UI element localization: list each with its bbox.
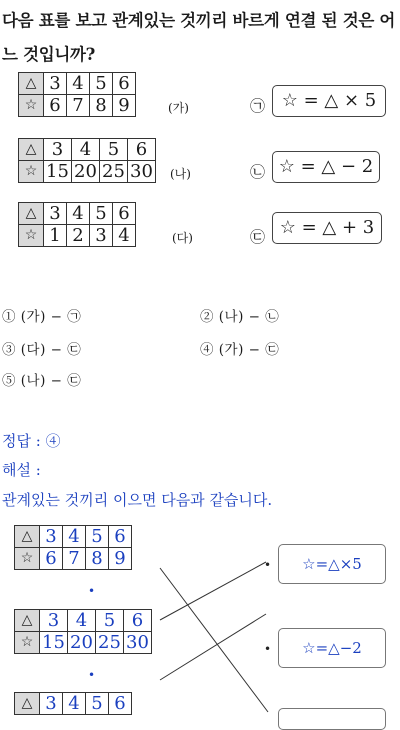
table-cell: 15 <box>40 632 68 654</box>
table-cell: 3 <box>44 203 67 225</box>
table-cell: 5 <box>90 203 113 225</box>
table-cell: 4 <box>67 73 90 95</box>
table-cell: 4 <box>68 610 96 632</box>
formula-mark: ㉡ <box>250 163 266 181</box>
table-cell: 25 <box>96 632 124 654</box>
connector-line <box>160 562 266 620</box>
table-cell: 8 <box>86 548 109 570</box>
triangle-icon: △ <box>15 610 40 632</box>
table-cell: 4 <box>113 225 136 247</box>
table-cell: 5 <box>100 139 128 161</box>
option-5[interactable]: ⑤ (나) − ㉢ <box>2 373 82 389</box>
triangle-icon: △ <box>15 693 40 715</box>
table-cell: 6 <box>44 95 67 117</box>
star-icon: ☆ <box>15 632 40 654</box>
table-cell: 6 <box>40 548 63 570</box>
table-cell: 3 <box>40 526 63 548</box>
table-cell: 9 <box>109 548 132 570</box>
table-cell: 7 <box>63 548 86 570</box>
table-cell: 3 <box>40 610 68 632</box>
formula-box: ☆ = △ − 2 <box>272 151 380 183</box>
table-cell: 6 <box>109 693 132 715</box>
connector-dot: • <box>264 558 272 572</box>
option-2[interactable]: ② (나) − ㉡ <box>200 309 280 325</box>
explanation-label: 해설 : <box>2 461 41 479</box>
table-cell: 5 <box>86 526 109 548</box>
answer-formula-box: ☆=△−2 <box>278 628 386 668</box>
table-cell: 6 <box>124 610 152 632</box>
table-cell: 5 <box>96 610 124 632</box>
table-cell: 20 <box>68 632 96 654</box>
table-cell: 4 <box>63 693 86 715</box>
table-cell: 6 <box>113 73 136 95</box>
table-label: (나) <box>170 167 191 181</box>
formula-mark: ㉠ <box>250 97 266 115</box>
connector-dot: • <box>88 668 96 682</box>
table-cell: 6 <box>113 203 136 225</box>
answer-label: 정답 : ④ <box>2 432 61 450</box>
question-text: 다음 표를 보고 관계있는 것끼리 바르게 연결 된 것은 어느 것입니까? <box>2 11 396 64</box>
table-cell: 5 <box>90 73 113 95</box>
explanation-text: 관계있는 것끼리 이으면 다음과 같습니다. <box>2 491 273 509</box>
triangle-icon: △ <box>15 526 40 548</box>
star-icon: ☆ <box>19 95 44 117</box>
formula-mark: ㉢ <box>250 228 266 246</box>
table-cell: 6 <box>128 139 156 161</box>
table-cell: 3 <box>44 73 67 95</box>
table-cell: 4 <box>67 203 90 225</box>
triangle-icon: △ <box>19 139 44 161</box>
formula-box: ☆ = △ × 5 <box>272 85 386 117</box>
table-cell: 5 <box>86 693 109 715</box>
table-cell: 1 <box>44 225 67 247</box>
table-cell: 9 <box>113 95 136 117</box>
answer-formula-box: ☆=△×5 <box>278 544 386 584</box>
table-cell: 4 <box>72 139 100 161</box>
formula-box: ☆ = △ + 3 <box>272 212 382 244</box>
table-label: (다) <box>172 231 193 245</box>
connector-line <box>160 568 268 712</box>
table-cell: 4 <box>63 526 86 548</box>
star-icon: ☆ <box>19 225 44 247</box>
table-cell: 2 <box>67 225 90 247</box>
table-cell: 30 <box>128 161 156 183</box>
table-cell: 3 <box>44 139 72 161</box>
table-label: (가) <box>168 101 189 115</box>
table-cell: 30 <box>124 632 152 654</box>
table-cell: 25 <box>100 161 128 183</box>
table-cell: 7 <box>67 95 90 117</box>
star-icon: ☆ <box>15 548 40 570</box>
table-cell: 3 <box>90 225 113 247</box>
option-3[interactable]: ③ (다) − ㉢ <box>2 342 82 358</box>
table-cell: 20 <box>72 161 100 183</box>
option-4[interactable]: ④ (가) − ㉢ <box>200 342 280 358</box>
connector-dot: • <box>264 642 272 656</box>
option-1[interactable]: ① (가) − ㉠ <box>2 309 82 325</box>
star-icon: ☆ <box>19 161 44 183</box>
table-cell: 6 <box>109 526 132 548</box>
connector-line <box>160 614 266 680</box>
table-cell: 15 <box>44 161 72 183</box>
triangle-icon: △ <box>19 73 44 95</box>
table-cell: 3 <box>40 693 63 715</box>
table-cell: 8 <box>90 95 113 117</box>
connector-dot: • <box>88 584 96 598</box>
triangle-icon: △ <box>19 203 44 225</box>
